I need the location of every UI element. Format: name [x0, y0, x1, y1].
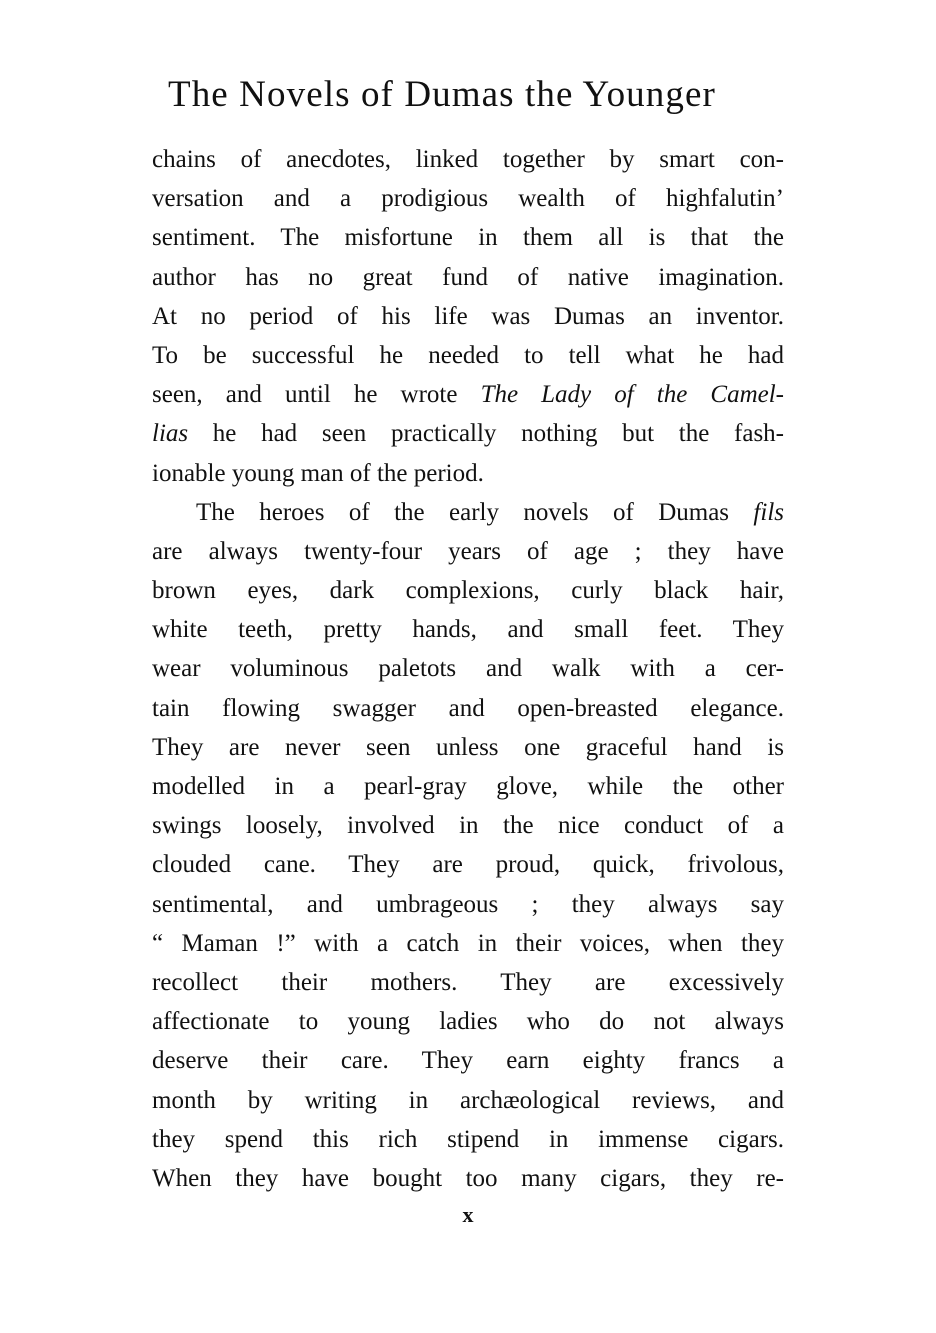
text-line: author has no great fund of native imagination.: [152, 263, 784, 291]
text-line: wear voluminous paletots and walk with a cer-: [152, 655, 784, 683]
text-line: affectionate to young ladies who do not always: [152, 1008, 784, 1036]
italic-word: fils: [753, 498, 784, 526]
text-line: lias he had seen practically nothing but the fash-: [152, 420, 784, 448]
book-title-italic: lias: [152, 420, 189, 448]
text-line: they spend this rich stipend in immense cigars.: [152, 1125, 784, 1153]
book-title-italic: The Lady of the Camel-: [480, 381, 784, 409]
text-line: sentimental, and umbrageous ; they always say: [152, 890, 784, 918]
paragraph-1: [152, 140, 784, 493]
text-line: clouded cane. They are proud, quick, frivolous,: [152, 851, 784, 879]
text-line: ionable young man of the period.: [152, 459, 484, 487]
text-line: At no period of his life was Dumas an inventor.: [152, 302, 784, 330]
text-line: chains of anecdotes, linked together by smart con-: [152, 146, 784, 173]
text-line: modelled in a pearl-gray glove, while the other: [152, 773, 784, 800]
page-number: x: [462, 1202, 474, 1227]
text-line: sentiment. The misfortune in them all is that the: [152, 224, 784, 252]
text-line: seen, and until he wrote The Lady of the Camel-: [152, 381, 784, 409]
running-title: The Novels of Dumas the Younger: [168, 74, 716, 115]
text-line: brown eyes, dark complexions, curly black hair,: [152, 577, 784, 605]
text-line: swings loosely, involved in the nice conduct of a: [152, 812, 784, 840]
text-line: white teeth, pretty hands, and small feet. They: [152, 616, 784, 644]
text-line: recollect their mothers. They are excessively: [152, 968, 784, 996]
paragraph-2: [152, 493, 784, 1198]
text-line: When they have bought too many cigars, they re-: [152, 1164, 784, 1192]
text-line: To be successful he needed to tell what he had: [152, 341, 784, 369]
text-line: tain flowing swagger and open-breasted elegance.: [152, 694, 784, 722]
body-text: [152, 140, 784, 1198]
text-line: deserve their care. They earn eighty francs a: [152, 1047, 784, 1075]
text-line: month by writing in archæological reviews, and: [152, 1086, 784, 1114]
text-line: The heroes of the early novels of Dumas fils: [196, 498, 784, 526]
text-line: versation and a prodigious wealth of highfalutin’: [152, 185, 784, 213]
text-line: are always twenty-four years of age ; they have: [152, 537, 784, 565]
text-line: They are never seen unless one graceful hand is: [152, 733, 784, 761]
text-line: “ Maman !” with a catch in their voices, when they: [152, 929, 784, 957]
